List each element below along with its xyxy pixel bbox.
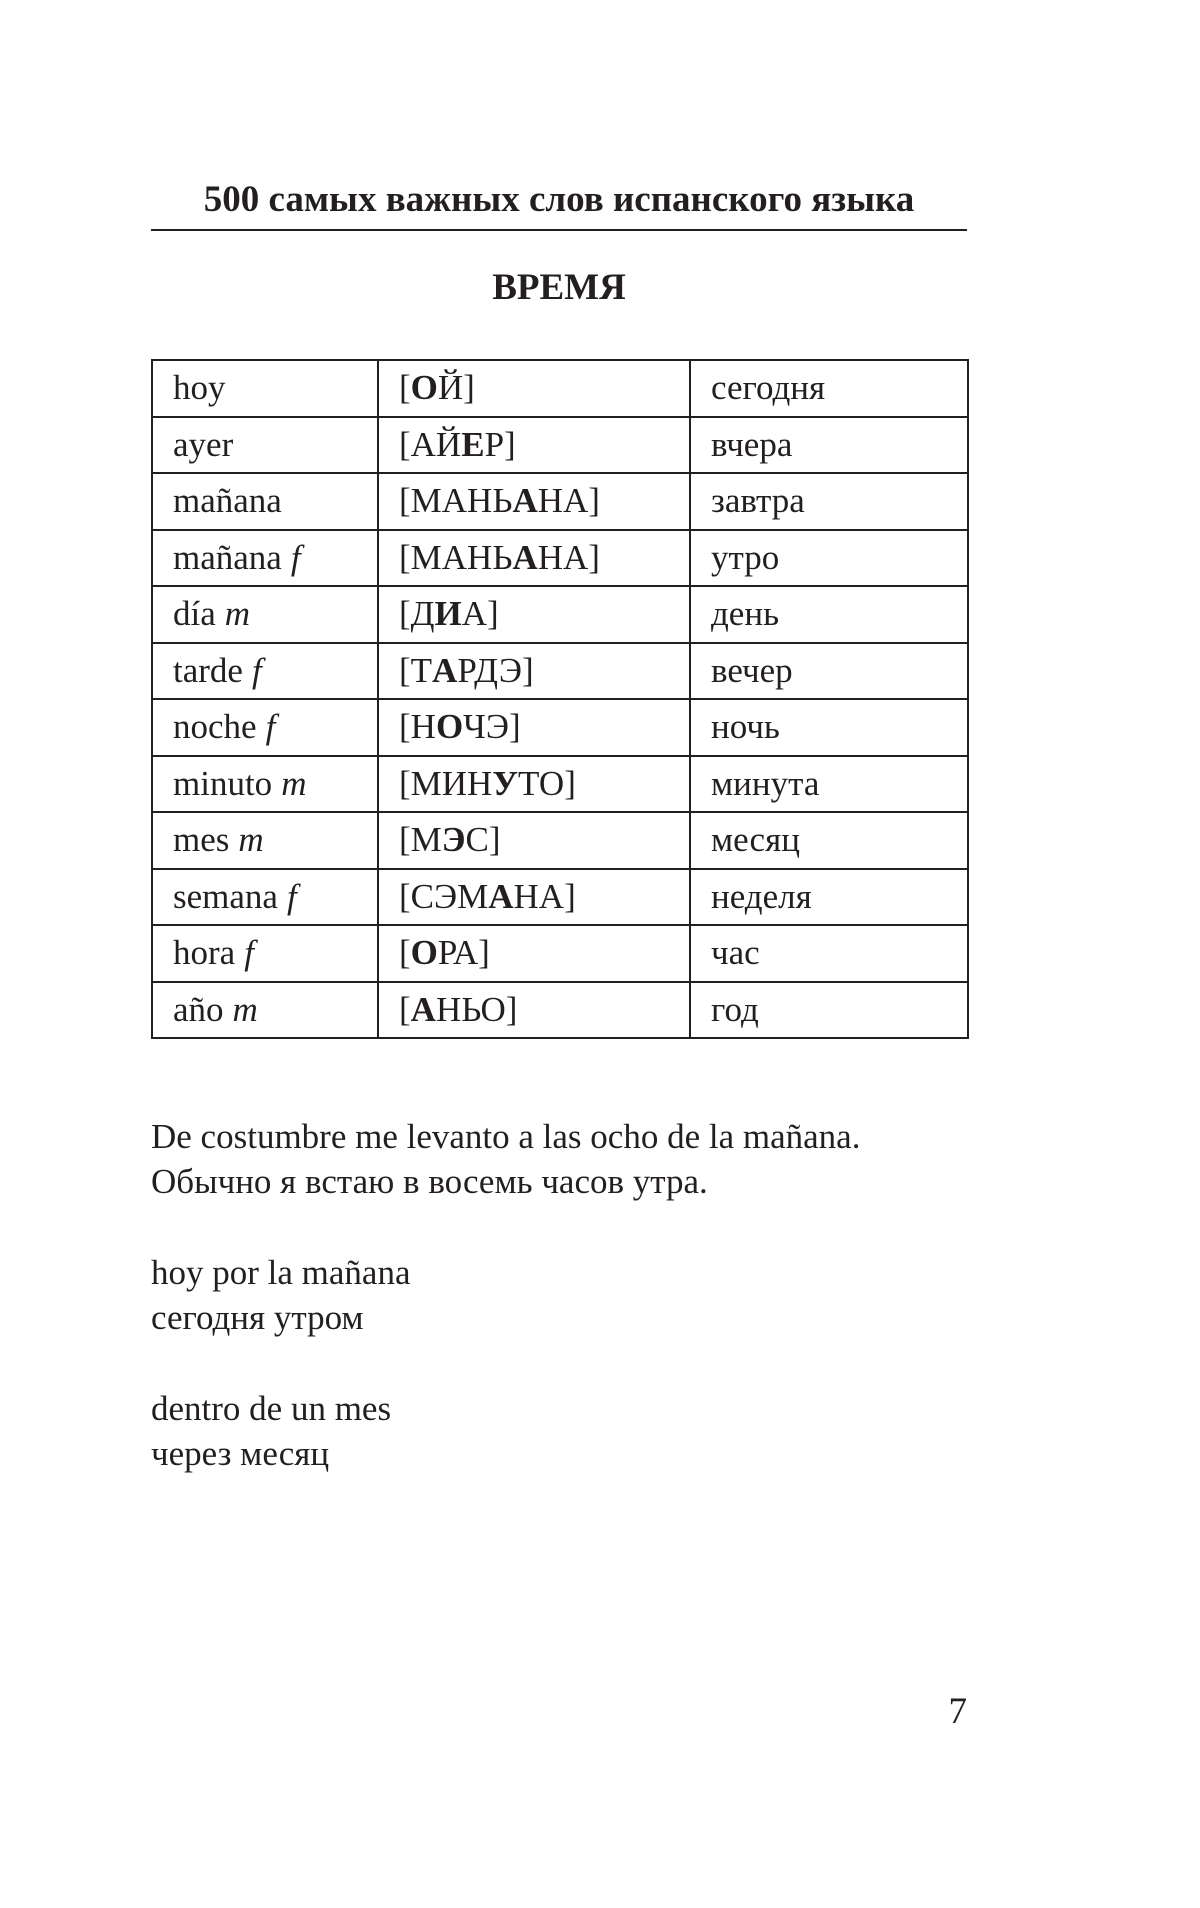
russian-meaning-cell <box>690 360 968 417</box>
stressed-vowel: Е <box>461 424 485 464</box>
transcription-cell <box>378 643 690 700</box>
spanish-word-cell <box>152 699 378 756</box>
russian-meaning-cell <box>690 925 968 982</box>
table-row <box>152 530 968 587</box>
vocabulary-table <box>151 359 969 1039</box>
gender-marker: m <box>232 989 258 1029</box>
russian-meaning-cell <box>690 869 968 926</box>
transcription-part: НА] <box>537 481 600 521</box>
stressed-vowel: О <box>410 933 438 973</box>
gender-marker: m <box>238 820 264 860</box>
spanish-word: ayer <box>173 424 234 464</box>
russian-meaning-cell <box>690 756 968 813</box>
spanish-word-cell <box>152 473 378 530</box>
transcription-part: ЧЭ] <box>463 707 521 747</box>
russian-meaning: день <box>711 594 780 634</box>
transcription-part: [МИН <box>399 763 493 803</box>
spanish-word-cell <box>152 360 378 417</box>
transcription-part: [ <box>399 933 411 973</box>
stressed-vowel: О <box>435 707 464 747</box>
example-spanish: hoy por la mañana <box>151 1253 411 1292</box>
stressed-vowel: А <box>512 537 538 577</box>
transcription-cell <box>378 869 690 926</box>
russian-meaning-cell <box>690 530 968 587</box>
transcription-part: Й] <box>437 368 475 408</box>
gender-marker: m <box>224 594 251 634</box>
transcription-cell <box>378 982 690 1039</box>
spanish-word-cell <box>152 530 378 587</box>
spanish-word: noche <box>173 707 257 747</box>
vocabulary-table-body <box>152 360 968 1038</box>
stressed-vowel: А <box>488 876 514 916</box>
spanish-word-cell <box>152 869 378 926</box>
spanish-word-cell <box>152 982 378 1039</box>
russian-meaning: вечер <box>711 650 793 690</box>
spanish-word-cell <box>152 417 378 474</box>
transcription-part: [АЙ <box>399 424 462 464</box>
spanish-word: mañana <box>173 537 282 577</box>
transcription-part: С] <box>465 820 501 860</box>
russian-meaning: ночь <box>711 707 780 747</box>
gender-marker: f <box>286 876 297 916</box>
stressed-vowel: А <box>410 989 436 1029</box>
transcription-part: [Т <box>399 650 433 690</box>
gender-marker: f <box>265 707 276 747</box>
spanish-word-cell <box>152 812 378 869</box>
russian-meaning: минута <box>711 763 820 803</box>
spanish-word-cell <box>152 925 378 982</box>
transcription-cell <box>378 530 690 587</box>
transcription-part: [ <box>399 989 411 1029</box>
spanish-word-cell <box>152 756 378 813</box>
russian-meaning: месяц <box>711 820 800 860</box>
transcription-part: [СЭМ <box>399 876 489 916</box>
transcription-part: РДЭ] <box>457 650 534 690</box>
page-number: 7 <box>948 1691 967 1732</box>
table-row <box>152 982 968 1039</box>
transcription-part: НЬО] <box>435 989 518 1029</box>
table-row <box>152 473 968 530</box>
transcription-cell <box>378 417 690 474</box>
table-row <box>152 417 968 474</box>
russian-meaning: неделя <box>711 876 812 916</box>
gender-marker: f <box>251 650 262 690</box>
transcription-part: НА] <box>537 537 600 577</box>
transcription-cell <box>378 586 690 643</box>
table-row <box>152 812 968 869</box>
russian-meaning: час <box>711 933 760 973</box>
table-row <box>152 586 968 643</box>
russian-meaning-cell <box>690 473 968 530</box>
russian-meaning-cell <box>690 812 968 869</box>
example-phrase <box>151 1250 991 1340</box>
example-sentence <box>151 1114 991 1204</box>
transcription-cell <box>378 925 690 982</box>
running-title: 500 самых важных слов испанского языка <box>203 179 915 220</box>
stressed-vowel: А <box>512 481 538 521</box>
transcription-cell <box>378 473 690 530</box>
transcription-part: [Д <box>399 594 435 634</box>
transcription-part: [Н <box>399 707 436 747</box>
table-row <box>152 699 968 756</box>
russian-meaning: вчера <box>711 424 793 464</box>
example-spanish: De costumbre me levanto a las ocho de la mañana. <box>151 1117 861 1156</box>
spanish-word: mañana <box>173 481 282 521</box>
table-row <box>152 643 968 700</box>
stressed-vowel: Э <box>441 820 466 860</box>
transcription-cell <box>378 756 690 813</box>
spanish-word: semana <box>173 876 278 916</box>
russian-meaning-cell <box>690 982 968 1039</box>
gender-marker: f <box>244 933 254 973</box>
stressed-vowel: А <box>432 650 458 690</box>
example-russian: сегодня утром <box>151 1298 364 1337</box>
russian-meaning: сегодня <box>711 368 826 408</box>
example-russian: через месяц <box>151 1434 330 1473</box>
table-row <box>152 360 968 417</box>
russian-meaning: утро <box>711 537 780 577</box>
russian-meaning-cell <box>690 643 968 700</box>
spanish-word: mes <box>173 820 230 860</box>
russian-meaning-cell <box>690 417 968 474</box>
transcription-cell <box>378 699 690 756</box>
russian-meaning: завтра <box>711 481 805 521</box>
russian-meaning-cell <box>690 699 968 756</box>
section-title: ВРЕМЯ <box>492 267 626 308</box>
transcription-part: [МАНЬ <box>399 481 513 521</box>
spanish-word-cell <box>152 586 378 643</box>
spanish-word: hoy <box>173 368 226 408</box>
transcription-part: ТО] <box>518 763 576 803</box>
spanish-word: tarde <box>173 650 243 690</box>
example-russian: Обычно я встаю в восемь часов утра. <box>151 1162 708 1201</box>
transcription-part: [МАНЬ <box>399 537 513 577</box>
spanish-word-cell <box>152 643 378 700</box>
example-spanish: dentro de un mes <box>151 1389 392 1428</box>
spanish-word: hora <box>173 933 236 973</box>
spanish-word: minuto <box>173 763 273 803</box>
transcription-cell <box>378 812 690 869</box>
gender-marker: m <box>281 763 307 803</box>
transcription-cell <box>378 360 690 417</box>
table-row <box>152 925 968 982</box>
transcription-part: [ <box>399 368 411 408</box>
example-phrase <box>151 1386 991 1476</box>
table-row <box>152 869 968 926</box>
russian-meaning-cell <box>690 586 968 643</box>
spanish-word: día <box>173 594 216 634</box>
transcription-part: РА] <box>437 933 490 973</box>
gender-marker: f <box>290 537 301 577</box>
table-row <box>152 756 968 813</box>
transcription-part: НА] <box>513 876 576 916</box>
header-rule <box>151 229 967 231</box>
stressed-vowel: И <box>434 594 462 634</box>
stressed-vowel: У <box>492 763 519 803</box>
russian-meaning: год <box>711 989 759 1029</box>
transcription-part: Р] <box>484 424 516 464</box>
transcription-part: А] <box>461 594 499 634</box>
transcription-part: [М <box>399 820 442 860</box>
stressed-vowel: О <box>410 368 438 408</box>
spanish-word: año <box>173 989 224 1029</box>
